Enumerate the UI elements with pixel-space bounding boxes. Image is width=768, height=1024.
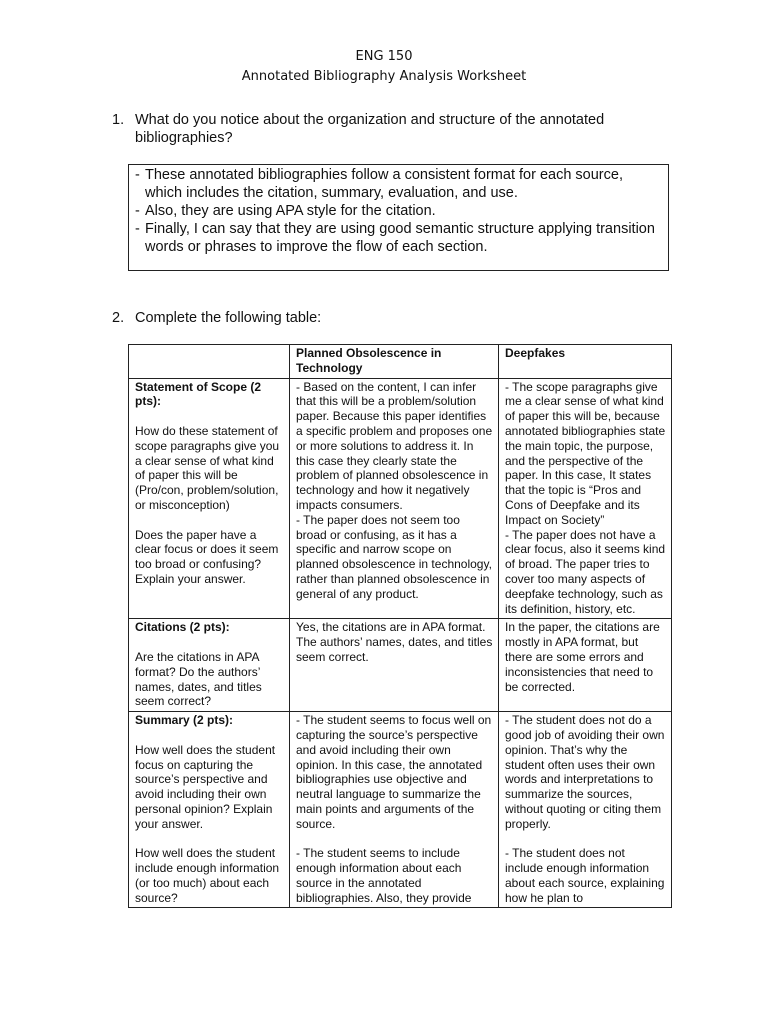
answer-cell-deepfakes[interactable] (499, 712, 672, 908)
course-code: ENG 150 (355, 49, 413, 64)
header-cell-empty (129, 345, 290, 379)
answer-paragraph: - The student does not include enough information about each source, explaining how he plan to (505, 846, 665, 905)
analysis-table (128, 344, 672, 908)
criteria-cell (129, 712, 290, 908)
header-cell-planned-obsolescence: Planned Obsolescence in Technology (290, 345, 499, 379)
question-1 (112, 111, 672, 147)
question-1-answer-box[interactable] (128, 164, 669, 271)
criteria-label: Summary (2 pts): (135, 713, 234, 728)
table-header-row (129, 345, 672, 379)
question-text: What do you notice about the organization and structure of the annotated bibliographies? (135, 112, 605, 146)
answer-paragraph: - Based on the content, I can infer that this will be a problem/solution paper. Because this paper identifies a specific problem and proposes one or more solutions to address it. In this case they clearly state the problem of planned obsolescence in technology and how it negatively impacts consumers. (296, 379, 493, 512)
criteria-label: Citations (2 pts): (135, 620, 230, 635)
answer-paragraph: - The scope paragraphs give me a clear sense of what kind of paper this will be, because annotated bibliographies state the main topic, the purpose, and the perspective of the paper. In this case, It states that the topic is “Pros and Cons of Deepfake and its Impact on Society” (505, 379, 666, 527)
answer-paragraph: Yes, the citations are in APA format. The authors’ names, dates, and titles seem correct. (296, 620, 493, 664)
table-row-scope (129, 378, 672, 619)
criteria-prompt: How well does the student focus on capturing the source’s perspective and avoid including their own personal opinion? Explain your answer. (135, 742, 276, 831)
criteria-prompt: Are the citations in APA format? Do the authors’ names, dates, and titles seem correct? (135, 649, 262, 709)
bullet-dash: - (135, 167, 140, 183)
criteria-label: Statement of Scope (2 pts): (135, 379, 262, 409)
table-row-citations (129, 619, 672, 712)
answer-paragraph: In the paper, the citations are mostly in APA format, but there are some errors and inconsistencies that need to be corrected. (505, 620, 660, 694)
criteria-prompt: How well does the student include enough information (or too much) about each source? (135, 846, 280, 905)
answer-line (135, 220, 662, 256)
answer-paragraph: - The student seems to include enough information about each source in the annotated bibliographies. Also, they provide (296, 846, 472, 905)
answer-line (135, 166, 662, 202)
answer-cell-planned-obsolescence[interactable] (290, 712, 499, 908)
answer-paragraph: - The paper does not seem too broad or confusing, as it has a specific and narrow scope on planned obsolescence in technology, rather than planned obsolescence in general of any product. (296, 512, 492, 601)
answer-text: Also, they are using APA style for the citation. (145, 203, 436, 219)
question-number: 2. (112, 310, 125, 326)
criteria-prompt: How do these statement of scope paragraphs give you a clear sense of what kind of paper this will be (Pro/con, problem/solution, or misconception) (135, 423, 280, 512)
criteria-prompt: Does the paper have a clear focus or does it seem too broad or confusing? Explain your answer. (135, 527, 279, 586)
answer-cell-planned-obsolescence[interactable] (290, 378, 499, 619)
worksheet-title: Annotated Bibliography Analysis Worksheet (241, 69, 527, 84)
answer-cell-planned-obsolescence[interactable] (290, 619, 499, 712)
criteria-cell (129, 619, 290, 712)
document-header (0, 47, 768, 87)
answer-line (135, 202, 662, 220)
table-row-summary (129, 712, 672, 908)
answer-paragraph: - The student does not do a good job of avoiding their own opinion. That’s why the student often uses their own words and interpretations to summarize the sources, without quoting or citing them properly. (505, 713, 665, 831)
answer-paragraph: - The student seems to focus well on capturing the source’s perspective and avoid including their own opinion. In this case, the annotated bibliographies use objective and neutral language to summarize the main points and arguments of the source. (296, 713, 492, 831)
answer-cell-deepfakes[interactable] (499, 619, 672, 712)
bullet-dash: - (135, 221, 140, 237)
question-2 (112, 309, 672, 327)
answer-cell-deepfakes[interactable] (499, 378, 672, 619)
question-number: 1. (112, 112, 125, 128)
answer-paragraph: - The paper does not have a clear focus, also it seems kind of broad. The paper tries to cover too many aspects of deepfake technology, such as its definition, history, etc. (505, 527, 666, 616)
header-cell-deepfakes: Deepfakes (499, 345, 672, 379)
answer-text: Finally, I can say that they are using good semantic structure applying transition words or phrases to improve the flow of each section. (145, 221, 655, 255)
bullet-dash: - (135, 203, 140, 219)
criteria-cell (129, 378, 290, 619)
question-text: Complete the following table: (135, 310, 322, 326)
answer-text: These annotated bibliographies follow a consistent format for each source, which includes the citation, summary, evaluation, and use. (145, 167, 623, 201)
